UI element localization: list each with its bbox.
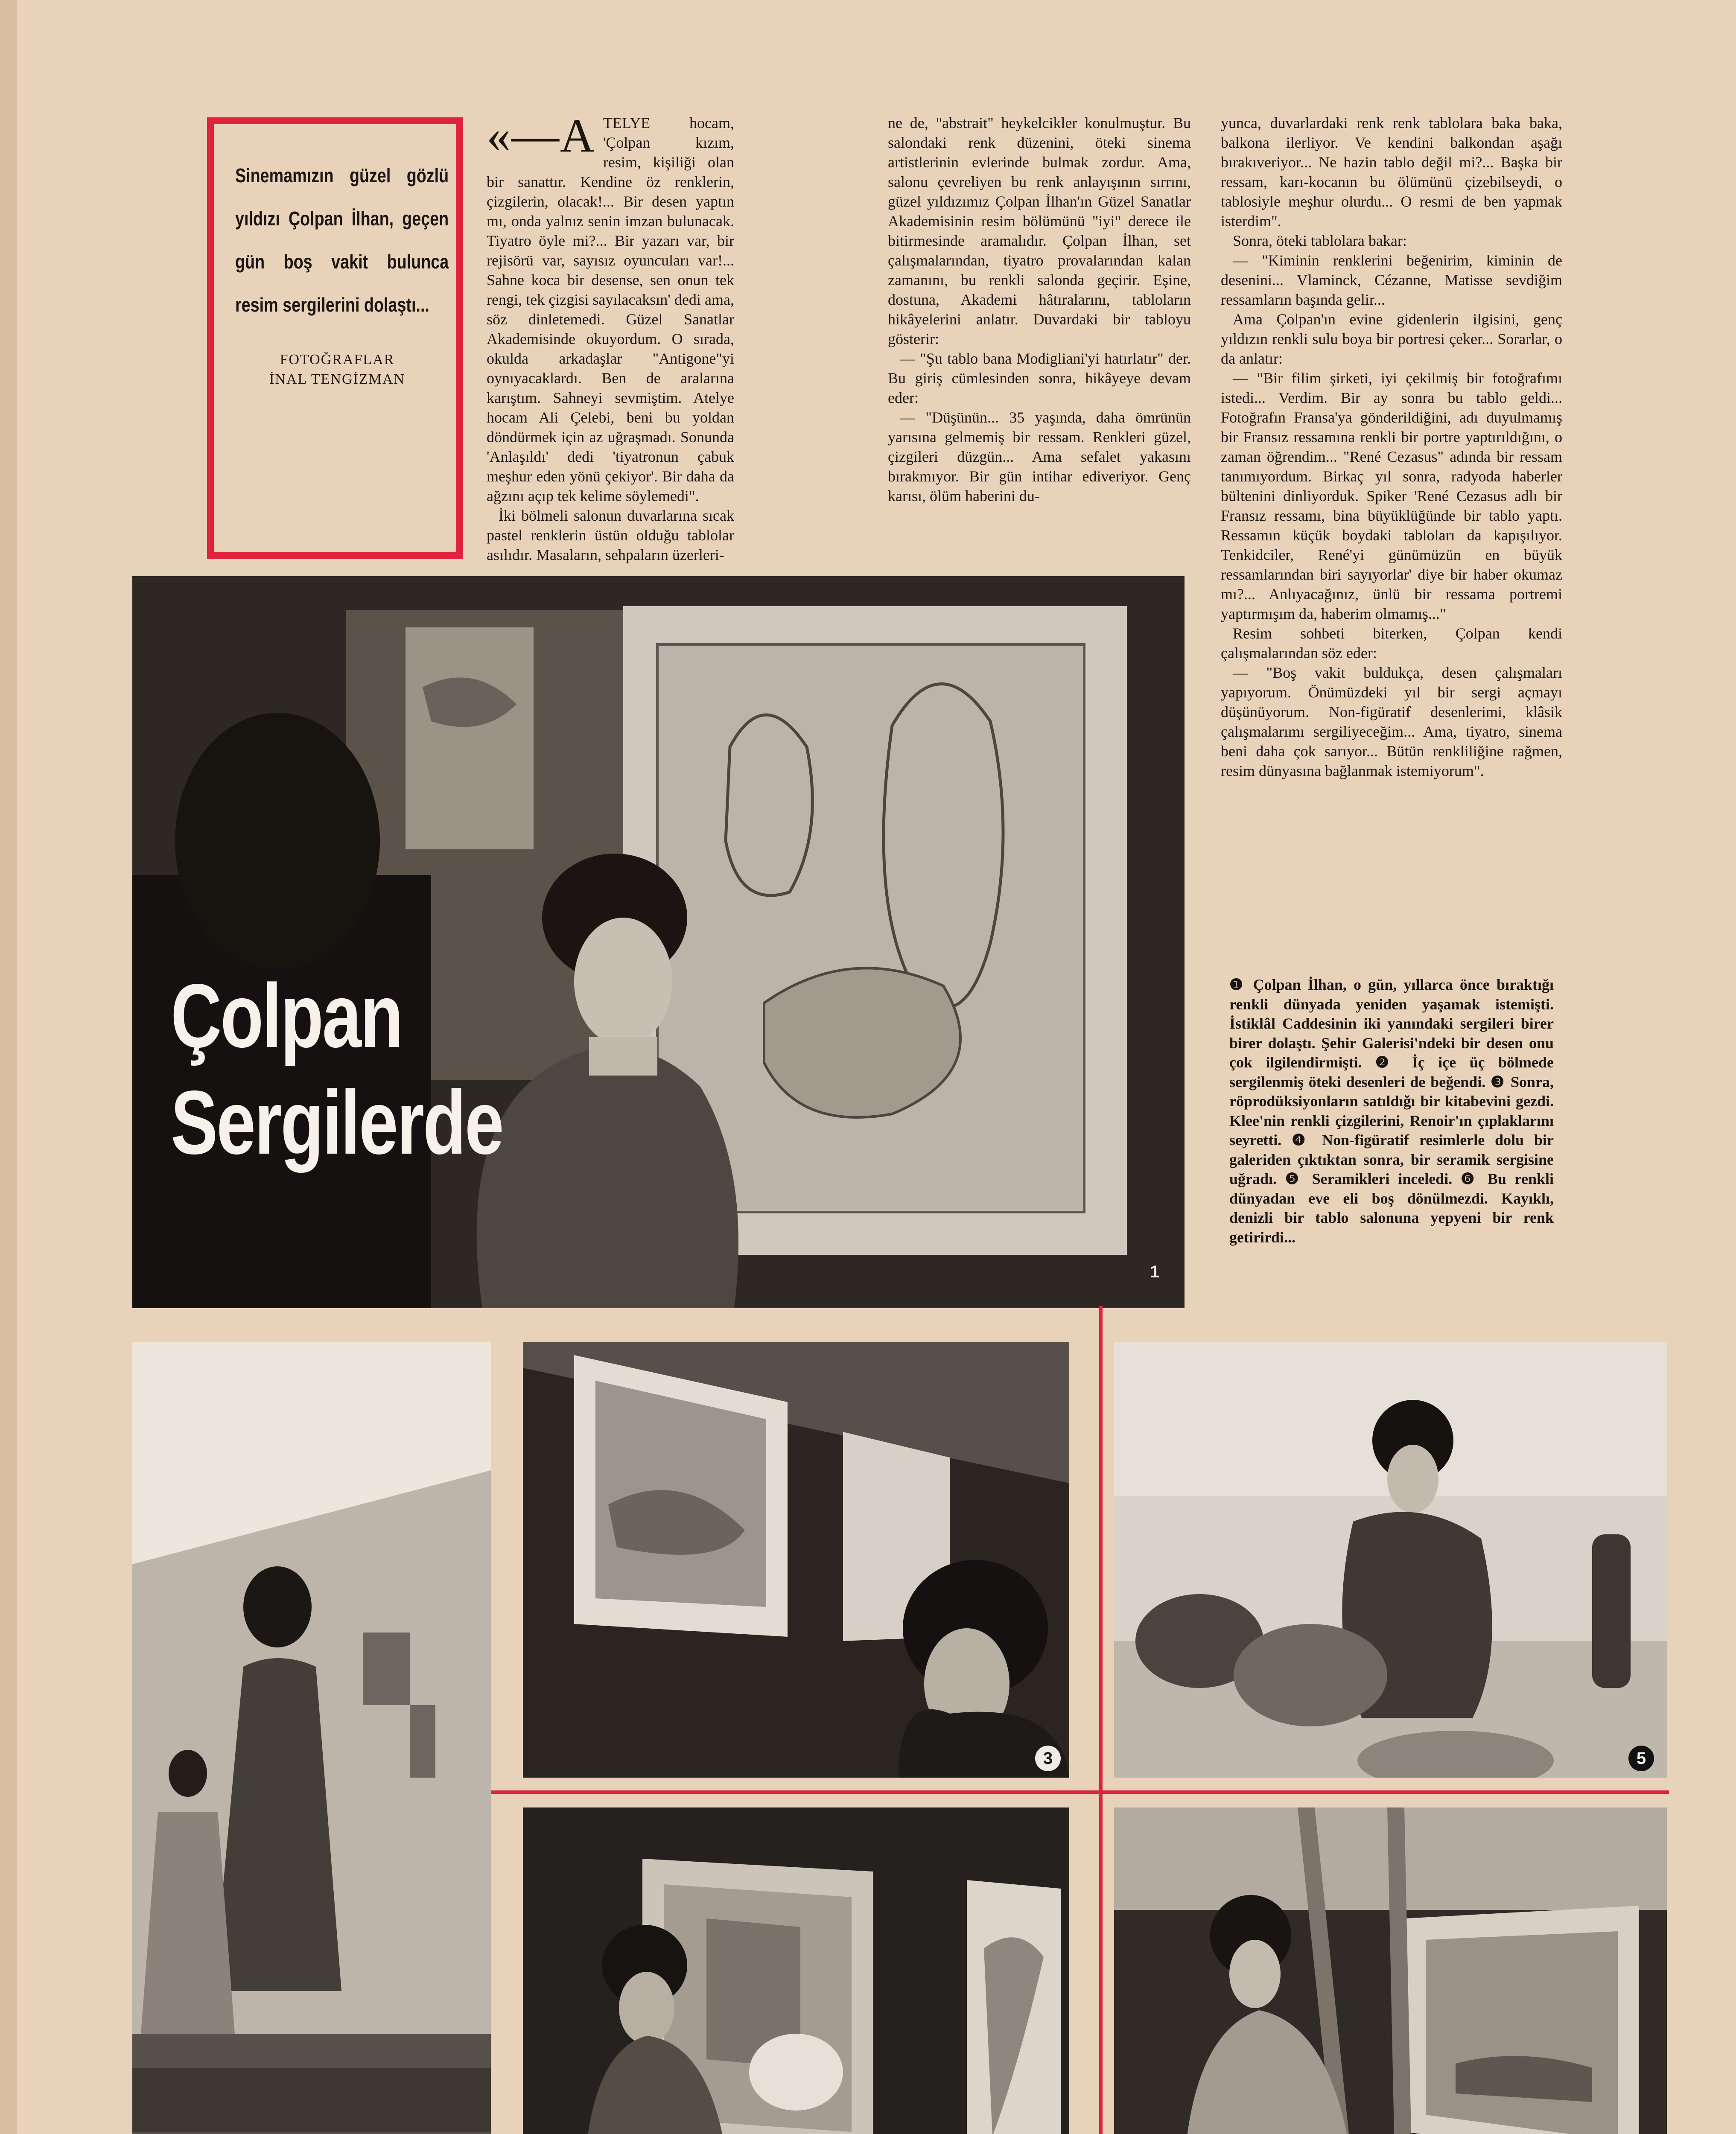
headline-line-2: Sergilerde bbox=[171, 1072, 503, 1173]
article-col3f-text: Resim sohbeti biterken, Çolpan kendi çalışmalarından söz eder: bbox=[1221, 625, 1562, 662]
photo-2 bbox=[132, 1342, 491, 2134]
caption-marker-3: ❸ bbox=[1491, 1073, 1506, 1090]
photo-6-image bbox=[1114, 1807, 1667, 2134]
caption-text-3: Sonra, röprodüksiyonların satıldığı bir kitabevini gezdi. Klee'nin renkli çizgilerini, Renoir'ın çıplaklarını seyretti. bbox=[1229, 1073, 1554, 1149]
photo-4-image bbox=[523, 1807, 1069, 2134]
photo-1-number: 1 bbox=[1150, 1262, 1160, 1281]
article-col2b-text: — "Şu tablo bana Modigliani'yi hatırlatır" der. Bu giriş cümlesinden sonra, hikâyeye devam eder: bbox=[888, 350, 1191, 406]
caption-text-2: İç içe üç bölmede sergilenmiş öteki desenleri de beğendi. bbox=[1229, 1054, 1554, 1090]
photo-4 bbox=[523, 1807, 1069, 2134]
photo-credit bbox=[235, 350, 439, 389]
caption-marker-1: ❶ bbox=[1229, 976, 1246, 993]
photo-5 bbox=[1114, 1342, 1667, 1778]
article-col3g-text: — "Boş vakit buldukça, desen çalışmaları yapıyorum. Önümüzdeki yıl bir sergi açmayı düşünüyorum. Non-figüratif desenlerimi, klâsik çalışmalarımı sergiliyeceğim... Ama, tiyatro, sinema beni daha çok sarıyor... Bütün renkliliğine rağmen, resim dünyasına bağlanmak istemiyorum". bbox=[1221, 664, 1562, 779]
headline-line-1: Çolpan bbox=[171, 965, 402, 1066]
photo-3-number: 3 bbox=[1035, 1746, 1061, 1771]
article-col1-text: TELYE hocam, 'Çolpan kızım, resim, kişiliği olan bir sanattır. Kendine öz renklerin, çizgilerin, olacak!... Bir desen yaptın mı, onda yalnız senin imzan bulunacak. Tiyatro öyle mi?... Bir yazarı var, bir rejisörü var, sayısız oyuncuları var!... Sahne koca bir desense, sen onun tek rengi, tek çizgisi sayılacaksın' dedi ama, söz dinletemedi. Güzel Sanatlar Akademisinde okuyordum. O sırada, okulda arkadaşlar "Antigone"yi oynıyacaklardı. Ben de aralarına karıştım. Sahneyi sevmiştim. Atelye hocam Ali Çelebi, beni bu yoldan döndürmek için az uğraşmadı. Sonunda 'Anlaşıldı' dedi 'tiyatronun çabuk meşhur eden yönü çekiyor'. Bir daha da ağzını açıp tek kelime söylemedi". bbox=[487, 114, 734, 504]
photo-2-image bbox=[132, 1342, 491, 2134]
photo-1-image bbox=[132, 576, 1185, 1308]
photo-caption bbox=[1229, 975, 1554, 1247]
article-column-3 bbox=[1221, 113, 1562, 781]
divider-horizontal bbox=[491, 1790, 1669, 1794]
article-column-1 bbox=[487, 109, 734, 565]
caption-paragraph bbox=[1229, 975, 1554, 1247]
photo-1 bbox=[132, 576, 1185, 1308]
article-dropcap: «—A bbox=[487, 109, 595, 162]
caption-text-5: Seramikleri inceledi. bbox=[1303, 1170, 1461, 1187]
photo-5-number: 5 bbox=[1628, 1746, 1654, 1771]
caption-text-6: Bu renkli dünyadan eve eli boş dönülmezdi. Kayıklı, denizli bir tablo salonuna yepyeni bir renk getirirdi... bbox=[1229, 1170, 1554, 1246]
article-col3d-text: Ama Çolpan'ın evine gidenlerin ilgisini, genç yıldızın renkli sulu boya bir portresi çeker... Sorarlar, o da anlatır: bbox=[1221, 311, 1562, 367]
article-col3b-text: Sonra, öteki tablolara bakar: bbox=[1233, 232, 1407, 249]
caption-text-4: Non-figüratif resimlerle dolu bir galeriden çıktıktan sonra, bir seramik sergisine uğradı. bbox=[1229, 1131, 1554, 1187]
article-col3c-text: — "Kiminin renklerini beğenirim, kiminin de desenini... Vlaminck, Cézanne, Matisse sevdiğim ressamların başında gelir... bbox=[1221, 252, 1562, 308]
photo-5-image bbox=[1114, 1342, 1667, 1778]
caption-marker-5: ❺ bbox=[1285, 1170, 1304, 1187]
photo-6 bbox=[1114, 1807, 1667, 2134]
article-col1b-text: İki bölmeli salonun duvarlarına sıcak pastel renklerin üstün olduğu tablolar asılıdır. Masaların, sehpaların üzerleri- bbox=[487, 507, 734, 563]
caption-marker-6: ❻ bbox=[1461, 1170, 1479, 1187]
caption-text-1: Çolpan İlhan, o gün, yıllarca önce bıraktığı renkli dünyada yeniden yaşamak istemişti. İstiklâl Caddesinin iki yanındaki sergileri birer birer dolaştı. Şehir Galerisi'ndeki bir desen onu çok ilgilendirmişti. bbox=[1229, 976, 1554, 1071]
article-col2a-text: ne de, "abstrait" heykelcikler konulmuştur. Bu salondaki renk düzenini, öteki sinema artistlerinin evlerinde bulmak zordur. Ama, salonu çevreliyen bu renk anlayışının sırrını, güzel yıldızımız Çolpan İlhan'ın Güzel Sanatlar Akademisinin resim bölümünü "iyi" derece ile bitirmesinde aramalıdır. Çolpan İlhan, set çalışmalarından, tiyatro provalarından kalan zamanını, bu renkli salonda geçirir. Eşine, dostuna, Akademi hâtıralarını, tabloların hikâyelerini anlatır. Duvardaki bir tabloyu gösterir: bbox=[888, 114, 1191, 347]
photo-credit-label: FOTOĞRAFLAR bbox=[280, 352, 395, 367]
photo-credit-name: İNAL TENGİZMAN bbox=[269, 371, 405, 387]
article-col3e-text: — "Bir filim şirketi, iyi çekilmiş bir fotoğrafımı istedi... Verdim. Bir ay sonra bu tablo geldi... Fotoğrafın Fransa'ya gönderildiğini, adı duyulmamış bir Fransız ressamına renkli bir portre yaptırıldığını, o zaman öğrendim... "René Cezasus" adında bir ressam tanımıyordum. Birkaç yıl sonra, radyoda haberler bültenini dinliyorduk. Spiker 'René Cezasus adlı bir Fransız ressamı, bina büyüklüğünde bir tablo yaptı. Ressamın küçük boydaki tabloları da kapışılıyor. Tenkidciler, René'yi günümüzün en büyük ressamlarından biri sayıyorlar' diye bir haber okumaz mı?... Anlıyacağınız, ünlü bir ressama portremi yaptırmışım da, haberim olmamış..." bbox=[1221, 370, 1562, 622]
article-column-2 bbox=[888, 113, 1191, 506]
intro-box bbox=[207, 117, 463, 559]
photo-3-image bbox=[523, 1342, 1069, 1778]
intro-text: Sinemamızın güzel gözlü yıldızı Çolpan İlhan, geçen gün boş vakit bulunca resim sergilerini dolaştı... bbox=[235, 164, 449, 316]
article-col3a-text: yunca, duvarlardaki renk renk tablolara baka baka, balkona ilerliyor. Ve kendini balkondan aşağı bırakıveriyor... Ne hazin tablo değil mi?... Başka bir ressam, karı-kocanın bu ölümünü çizebilseydi, o tablosiyle meşhur olurdu... O resmi de ben yapmak isterdim". bbox=[1221, 114, 1562, 230]
caption-marker-2: ❷ bbox=[1375, 1054, 1399, 1071]
article-col2c-text: — "Düşünün... 35 yaşında, daha ömrünün yarısına gelmemiş bir ressam. Renkleri güzel, çizgileri düzgün... Ama sefalet yakasını bırakmıyor. Bir gün intihar ediveriyor. Genç karısı, ölüm haberini du- bbox=[888, 409, 1191, 504]
paper-edge-left bbox=[0, 0, 17, 2134]
caption-marker-4: ❹ bbox=[1292, 1131, 1312, 1149]
photo-3 bbox=[523, 1342, 1069, 1778]
divider-vertical bbox=[1099, 1306, 1103, 2134]
